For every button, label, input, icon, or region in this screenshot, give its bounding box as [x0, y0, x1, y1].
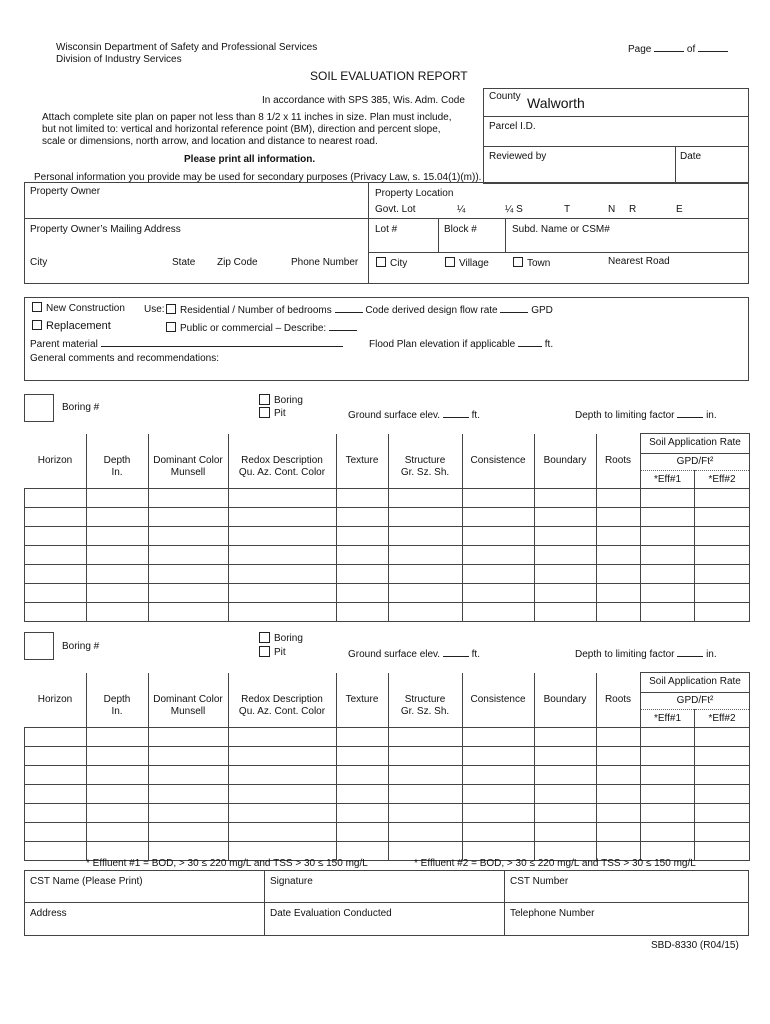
horizon-1-cell[interactable] [641, 527, 695, 546]
horizon-1-cell[interactable] [25, 489, 87, 508]
horizon-1-cell[interactable] [87, 565, 149, 584]
county-label: County [489, 91, 521, 102]
horizon-1-cell[interactable] [389, 603, 463, 622]
form-id: SBD-8330 (R04/15) [651, 940, 739, 951]
col-consistence-2: Consistence [470, 694, 526, 705]
signature-label: Signature [270, 876, 313, 887]
town-option-label: Town [527, 258, 551, 269]
horizon-1-cell[interactable] [695, 603, 750, 622]
horizon-2-cell[interactable] [641, 766, 695, 785]
table-row [25, 508, 750, 527]
horizon-1-cell[interactable] [463, 527, 535, 546]
site-plan-instructions-1: Attach complete site plan on paper not less than 8 1/2 x 11 inches in size. Plan must include, [42, 112, 452, 123]
col-horizon-1: Horizon [37, 455, 73, 466]
residential-label: Residential / Number of bedrooms [180, 305, 332, 316]
town-checkbox[interactable] [513, 257, 523, 267]
horizon-2-cell[interactable] [389, 747, 463, 766]
horizon-2-cell[interactable] [535, 785, 597, 804]
quarter-section-label: ¼ S [505, 204, 523, 215]
horizon-1-cell[interactable] [389, 508, 463, 527]
ground-elevation-label-1: Ground surface elev. [348, 410, 441, 421]
horizon-1-cell[interactable] [25, 546, 87, 565]
horizon-2-cell[interactable] [149, 785, 229, 804]
pit-checkbox-2[interactable] [259, 646, 270, 657]
site-plan-instructions-2: but not limited to: vertical and horizontal reference point (BM), direction and percent slope, [42, 124, 441, 135]
east-label: E [676, 204, 683, 215]
horizon-1-cell[interactable] [389, 546, 463, 565]
mailing-address-label: Property Owner’s Mailing Address [30, 224, 181, 235]
public-commercial-option[interactable] [166, 321, 357, 334]
range-label: R [629, 204, 637, 215]
horizon-1-cell[interactable] [25, 565, 87, 584]
nearest-road-label: Nearest Road [608, 256, 670, 267]
depth-in-label-1: in. [706, 410, 717, 421]
horizon-1-cell[interactable] [229, 546, 337, 565]
eff2-header-1: *Eff#2 [708, 474, 736, 485]
horizon-1-cell[interactable] [229, 603, 337, 622]
col-roots-1: Roots [604, 455, 632, 466]
horizon-1-cell[interactable] [535, 527, 597, 546]
horizon-1-cell[interactable] [87, 584, 149, 603]
horizon-2-cell[interactable] [149, 823, 229, 842]
state-label: State [172, 257, 196, 268]
horizon-1-cell[interactable] [149, 565, 229, 584]
horizon-1-cell[interactable] [597, 527, 641, 546]
boring-checkbox-2[interactable] [259, 632, 270, 643]
horizon-1-cell[interactable] [389, 565, 463, 584]
col-texture-1: Texture [345, 455, 379, 466]
table-row [25, 546, 750, 565]
horizon-2-cell[interactable] [229, 804, 337, 823]
horizon-2-cell[interactable] [25, 785, 87, 804]
boring-number-label-2: Boring # [62, 641, 100, 652]
bedrooms-field[interactable] [335, 303, 363, 313]
table-row [25, 489, 750, 508]
col-depth-2: Depth In. [103, 694, 131, 717]
govt-lot-label: Govt. Lot [375, 204, 416, 215]
gpd-label: GPD [531, 305, 553, 316]
horizon-1-cell[interactable] [337, 489, 389, 508]
horizon-1-cell[interactable] [25, 603, 87, 622]
new-construction-label: New Construction [46, 303, 125, 314]
horizon-1-cell[interactable] [229, 508, 337, 527]
cst-name-label: CST Name (Please Print) [30, 876, 143, 887]
table-row [25, 728, 750, 747]
horizon-1-cell[interactable] [597, 565, 641, 584]
col-redox-2: Redox Description Qu. Az. Cont. Color [238, 694, 326, 717]
horizon-1-cell[interactable] [463, 565, 535, 584]
privacy-notice: Personal information you provide may be used for secondary purposes (Privacy Law, s. 15.04(1)(m)). [34, 172, 482, 183]
ground-elevation-2 [348, 647, 480, 660]
table-row [25, 766, 750, 785]
horizon-1-cell[interactable] [597, 508, 641, 527]
new-construction-option[interactable] [32, 302, 125, 314]
horizon-2-cell[interactable] [389, 823, 463, 842]
horizon-2-cell[interactable] [229, 823, 337, 842]
horizon-1-cell[interactable] [463, 489, 535, 508]
cst-number-label: CST Number [510, 876, 569, 887]
horizon-2-cell[interactable] [87, 766, 149, 785]
horizon-2-cell[interactable] [389, 785, 463, 804]
horizon-1-cell[interactable] [535, 546, 597, 565]
table-row [25, 804, 750, 823]
boring-option-label-2: Boring [274, 633, 303, 644]
city-option-label: City [390, 258, 408, 269]
ground-ft-label-2: ft. [471, 649, 480, 660]
sar-unit-2: GPD/Ft² [676, 695, 714, 706]
date-evaluation-label: Date Evaluation Conducted [270, 908, 392, 919]
effluent-1-note: * Effluent #1 = BOD, > 30 ≤ 220 mg/L and TSS > 30 ≤ 150 mg/L [86, 858, 368, 869]
horizon-1-cell[interactable] [641, 565, 695, 584]
col-color-2: Dominant Color Munsell [153, 694, 223, 717]
horizon-2-cell[interactable] [535, 804, 597, 823]
horizon-2-cell[interactable] [535, 728, 597, 747]
horizon-2-cell[interactable] [641, 804, 695, 823]
horizon-2-cell[interactable] [149, 747, 229, 766]
horizon-1-cell[interactable] [695, 489, 750, 508]
horizon-1-cell[interactable] [463, 546, 535, 565]
horizon-2-cell[interactable] [597, 747, 641, 766]
parent-material-row [30, 337, 343, 350]
horizon-2-cell[interactable] [337, 728, 389, 747]
horizon-1-cell[interactable] [641, 489, 695, 508]
depth-limiting-field-2[interactable] [677, 647, 703, 657]
city-checkbox[interactable] [376, 257, 386, 267]
division-name: Division of Industry Services [56, 54, 182, 65]
horizon-1-cell[interactable] [535, 489, 597, 508]
horizon-1-cell[interactable] [337, 584, 389, 603]
horizon-2-cell[interactable] [597, 766, 641, 785]
horizon-2-cell[interactable] [25, 823, 87, 842]
page-label: Page [628, 44, 652, 55]
boring-number-label-1: Boring # [62, 402, 100, 413]
village-option-label: Village [459, 258, 489, 269]
effluent-2-note: * Effluent #2 = BOD, > 30 ≤ 220 mg/L and TSS > 30 ≤ 150 mg/L [414, 858, 696, 869]
horizon-2-cell[interactable] [695, 842, 750, 861]
horizon-2-cell[interactable] [87, 823, 149, 842]
col-texture-2: Texture [345, 694, 379, 705]
horizon-2-cell[interactable] [597, 728, 641, 747]
col-structure-1: Structure Gr. Sz. Sh. [400, 455, 450, 478]
horizon-2-cell[interactable] [695, 728, 750, 747]
horizon-2-cell[interactable] [87, 785, 149, 804]
town-option[interactable] [513, 257, 550, 269]
horizon-2-cell[interactable] [463, 804, 535, 823]
horizon-2-cell[interactable] [149, 728, 229, 747]
boring-number-box-1[interactable] [24, 394, 54, 422]
horizon-1-cell[interactable] [25, 527, 87, 546]
horizon-1-cell[interactable] [25, 584, 87, 603]
table-row [25, 785, 750, 804]
horizon-1-cell[interactable] [597, 489, 641, 508]
of-label: of [686, 44, 696, 55]
page-title: SOIL EVALUATION REPORT [310, 69, 468, 83]
col-boundary-1: Boundary [543, 455, 587, 466]
horizon-2-cell[interactable] [337, 823, 389, 842]
parent-material-field[interactable] [101, 337, 343, 347]
col-boundary-2: Boundary [543, 694, 587, 705]
horizon-2-cell[interactable] [597, 804, 641, 823]
public-commercial-label: Public or commercial – Describe: [180, 323, 327, 334]
north-label: N [608, 204, 616, 215]
horizon-1-cell[interactable] [149, 603, 229, 622]
horizon-1-cell[interactable] [463, 603, 535, 622]
horizon-1-cell[interactable] [337, 565, 389, 584]
horizon-1-cell[interactable] [337, 527, 389, 546]
ground-elevation-label-2: Ground surface elev. [348, 649, 441, 660]
describe-field[interactable] [329, 321, 357, 331]
replacement-checkbox[interactable] [32, 320, 42, 330]
horizon-1-cell[interactable] [87, 527, 149, 546]
horizon-2-cell[interactable] [87, 804, 149, 823]
table-row [25, 584, 750, 603]
parcel-id-label: Parcel I.D. [489, 121, 536, 132]
horizon-2-cell[interactable] [695, 766, 750, 785]
site-plan-instructions-3: scale or dimensions, north arrow, and location and distance to nearest road. [42, 136, 378, 147]
horizon-1-cell[interactable] [695, 546, 750, 565]
page-field[interactable] [654, 42, 684, 52]
horizon-2-cell[interactable] [229, 766, 337, 785]
horizon-1-cell[interactable] [229, 584, 337, 603]
horizon-2-cell[interactable] [337, 766, 389, 785]
flood-elevation-row [369, 337, 553, 350]
flow-rate-field[interactable] [500, 303, 528, 313]
table-row [25, 823, 750, 842]
replacement-option[interactable] [32, 320, 111, 332]
horizon-1-cell[interactable] [641, 584, 695, 603]
table-row [25, 747, 750, 766]
horizon-1-cell[interactable] [149, 489, 229, 508]
horizon-1-cell[interactable] [149, 527, 229, 546]
horizon-1-cell[interactable] [695, 508, 750, 527]
horizon-2-cell[interactable] [535, 823, 597, 842]
date-label: Date [680, 151, 702, 162]
horizon-1-cell[interactable] [597, 584, 641, 603]
horizon-1-cell[interactable] [641, 546, 695, 565]
col-structure-2: Structure Gr. Sz. Sh. [400, 694, 450, 717]
agency-name: Wisconsin Department of Safety and Professional Services [56, 42, 318, 53]
address-label: Address [30, 908, 67, 919]
horizon-1-cell[interactable] [695, 527, 750, 546]
horizon-2-cell[interactable] [535, 766, 597, 785]
horizon-2-cell[interactable] [641, 823, 695, 842]
public-commercial-checkbox[interactable] [166, 322, 176, 332]
col-depth-1: Depth In. [103, 455, 131, 478]
horizon-2-cell[interactable] [597, 785, 641, 804]
horizon-2-cell[interactable] [695, 823, 750, 842]
flow-rate-label: Code derived design flow rate [365, 305, 498, 316]
horizon-1-cell[interactable] [229, 489, 337, 508]
ground-elevation-field-1[interactable] [443, 408, 469, 418]
sar-title-1 [641, 434, 750, 454]
horizon-1-cell[interactable] [463, 508, 535, 527]
boring-checkbox-1[interactable] [259, 394, 270, 405]
horizon-2-cell[interactable] [463, 747, 535, 766]
horizon-2-cell[interactable] [25, 747, 87, 766]
depth-limiting-1 [575, 408, 717, 421]
horizon-1-cell[interactable] [149, 584, 229, 603]
sar-unit-1: GPD/Ft² [676, 456, 714, 467]
pit-checkbox-1[interactable] [259, 407, 270, 418]
horizon-2-cell[interactable] [25, 728, 87, 747]
horizon-1-cell[interactable] [535, 508, 597, 527]
horizon-2-cell[interactable] [389, 804, 463, 823]
horizon-1-cell[interactable] [337, 546, 389, 565]
ground-ft-label-1: ft. [471, 410, 480, 421]
horizon-2-cell[interactable] [389, 728, 463, 747]
sar-title-2 [641, 673, 750, 693]
boring-option-label-1: Boring [274, 395, 303, 406]
horizon-2-cell[interactable] [337, 785, 389, 804]
county-value[interactable]: Walworth [527, 95, 585, 111]
property-owner-label: Property Owner [30, 186, 101, 197]
horizon-1-cell[interactable] [641, 508, 695, 527]
block-label: Block # [444, 224, 477, 235]
horizon-2-cell[interactable] [535, 747, 597, 766]
horizon-1-cell[interactable] [463, 584, 535, 603]
horizon-1-cell[interactable] [229, 527, 337, 546]
horizon-1-cell[interactable] [337, 603, 389, 622]
horizon-2-cell[interactable] [149, 804, 229, 823]
residential-option[interactable] [166, 303, 553, 316]
city-label: City [30, 257, 48, 268]
comments-label: General comments and recommendations: [30, 353, 219, 364]
horizon-2-cell[interactable] [87, 728, 149, 747]
horizon-2-cell[interactable] [389, 766, 463, 785]
quarter-label: ¼ [457, 204, 466, 215]
horizon-1-cell[interactable] [87, 489, 149, 508]
pit-option-label-2: Pit [274, 647, 286, 658]
horizon-2-cell[interactable] [149, 766, 229, 785]
horizon-2-cell[interactable] [463, 766, 535, 785]
horizon-1-cell[interactable] [535, 584, 597, 603]
phone-number-label: Phone Number [291, 257, 359, 268]
horizon-2-cell[interactable] [229, 785, 337, 804]
horizon-1-cell[interactable] [641, 603, 695, 622]
replacement-label: Replacement [46, 320, 111, 332]
horizon-1-cell[interactable] [597, 603, 641, 622]
subdivision-label: Subd. Name or CSM# [512, 224, 610, 235]
horizon-1-cell[interactable] [149, 508, 229, 527]
eff1-header-1: *Eff#1 [653, 474, 682, 485]
page-total-field[interactable] [698, 42, 728, 52]
new-construction-checkbox[interactable] [32, 302, 42, 312]
horizon-2-cell[interactable] [463, 785, 535, 804]
horizon-1-cell[interactable] [535, 565, 597, 584]
depth-limiting-label-1: Depth to limiting factor [575, 410, 675, 421]
depth-limiting-field-1[interactable] [677, 408, 703, 418]
print-instruction: Please print all information. [184, 154, 316, 165]
reviewed-by-label: Reviewed by [489, 151, 547, 162]
depth-limiting-2 [575, 647, 717, 660]
flood-elevation-field[interactable] [518, 337, 542, 347]
depth-limiting-label-2: Depth to limiting factor [575, 649, 675, 660]
flood-elevation-label: Flood Plan elevation if applicable [369, 339, 516, 350]
ground-elevation-1 [348, 408, 480, 421]
table-row [25, 603, 750, 622]
property-location-label: Property Location [375, 188, 454, 199]
col-consistence-1: Consistence [470, 455, 526, 466]
horizon-1-cell[interactable] [695, 565, 750, 584]
code-reference: In accordance with SPS 385, Wis. Adm. Code [262, 95, 465, 106]
horizon-2-cell[interactable] [229, 728, 337, 747]
col-redox-1: Redox Description Qu. Az. Cont. Color [238, 455, 326, 478]
horizon-1-cell[interactable] [149, 546, 229, 565]
eff2-header-2: *Eff#2 [708, 713, 736, 724]
village-checkbox[interactable] [445, 257, 455, 267]
horizon-1-cell[interactable] [337, 508, 389, 527]
village-option[interactable] [445, 257, 489, 269]
table-row [25, 565, 750, 584]
city-option[interactable] [376, 257, 407, 269]
horizon-2-cell[interactable] [597, 823, 641, 842]
horizon-1-cell[interactable] [597, 546, 641, 565]
horizon-2-cell[interactable] [641, 785, 695, 804]
horizon-1-cell[interactable] [389, 584, 463, 603]
horizon-2-cell[interactable] [25, 804, 87, 823]
horizon-2-cell[interactable] [695, 804, 750, 823]
horizon-1-cell[interactable] [87, 546, 149, 565]
county-box [483, 88, 749, 184]
pit-option-label-1: Pit [274, 408, 286, 419]
lot-label: Lot # [375, 224, 398, 235]
residential-checkbox[interactable] [166, 304, 176, 314]
page-number [628, 42, 728, 55]
flood-ft-label: ft. [544, 339, 554, 350]
sar-title-text-1: Soil Application Rate [649, 437, 741, 448]
horizon-1-cell[interactable] [695, 584, 750, 603]
horizon-2-cell[interactable] [463, 728, 535, 747]
horizon-1-cell[interactable] [87, 603, 149, 622]
horizon-2-cell[interactable] [463, 823, 535, 842]
parent-material-label: Parent material [30, 339, 98, 350]
horizon-1-cell[interactable] [535, 603, 597, 622]
horizon-2-cell[interactable] [641, 747, 695, 766]
ground-elevation-field-2[interactable] [443, 647, 469, 657]
horizon-2-cell[interactable] [337, 804, 389, 823]
horizon-1-cell[interactable] [25, 508, 87, 527]
horizon-1-cell[interactable] [87, 508, 149, 527]
horizon-1-cell[interactable] [389, 489, 463, 508]
horizon-2-cell[interactable] [25, 842, 87, 861]
col-horizon-2: Horizon [37, 694, 73, 705]
horizon-1-cell[interactable] [229, 565, 337, 584]
horizon-1-cell[interactable] [389, 527, 463, 546]
horizon-2-cell[interactable] [25, 766, 87, 785]
col-color-1: Dominant Color Munsell [153, 455, 223, 478]
table-row [25, 527, 750, 546]
eff1-header-2: *Eff#1 [653, 713, 682, 724]
township-label: T [564, 204, 571, 215]
horizon-2-cell[interactable] [641, 728, 695, 747]
telephone-label: Telephone Number [510, 908, 595, 919]
sar-title-text-2: Soil Application Rate [649, 676, 741, 687]
boring-number-box-2[interactable] [24, 632, 54, 660]
horizon-2-cell[interactable] [695, 785, 750, 804]
col-roots-2: Roots [604, 694, 632, 705]
use-label: Use: [144, 304, 165, 315]
depth-in-label-2: in. [706, 649, 717, 660]
zip-code-label: Zip Code [217, 257, 258, 268]
horizon-2-cell[interactable] [229, 747, 337, 766]
horizon-2-cell[interactable] [87, 747, 149, 766]
horizon-2-cell[interactable] [337, 747, 389, 766]
horizon-2-cell[interactable] [695, 747, 750, 766]
